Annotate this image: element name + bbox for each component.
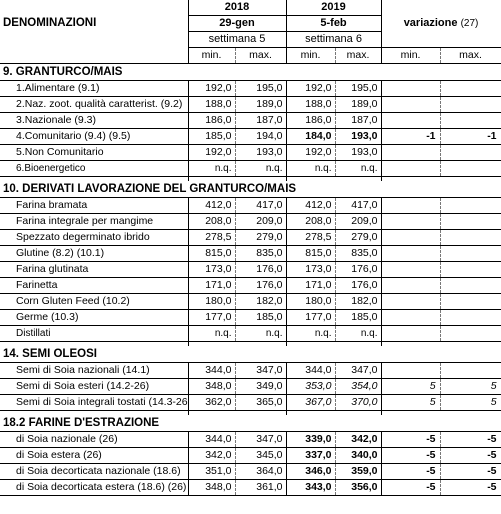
- max-2019: 835,0: [335, 246, 381, 262]
- min-2019: 188,0: [286, 97, 335, 113]
- max-2018: 182,0: [235, 294, 286, 310]
- max-2019: 347,0: [335, 363, 381, 379]
- variation-min: [381, 145, 440, 161]
- max-2019: 182,0: [335, 294, 381, 310]
- table-row: [0, 113, 501, 129]
- variazione-label: variazione: [403, 17, 458, 29]
- row-label: Semi di Soia integrali tostati (14.3-26: [0, 395, 188, 411]
- variation-max: [440, 81, 501, 97]
- row-label: di Soia nazionale (26): [0, 432, 188, 448]
- row-label: 2.Naz. zoot. qualità caratterist. (9.2): [0, 97, 188, 113]
- row-label: 4.Comunitario (9.4) (9.5): [0, 129, 188, 145]
- table-row: [0, 363, 501, 379]
- variation-min: -1: [381, 129, 440, 145]
- min-2019: 278,5: [286, 230, 335, 246]
- min-2018: 362,0: [188, 395, 235, 411]
- week-6-header: settimana 6: [286, 32, 381, 48]
- min-2019: 184,0: [286, 129, 335, 145]
- max-2019: 370,0: [335, 395, 381, 411]
- variation-max: -5: [440, 464, 501, 480]
- row-label: di Soia decorticata estera (18.6) (26): [0, 480, 188, 496]
- table-row: [0, 81, 501, 97]
- min-2018: 192,0: [188, 145, 235, 161]
- variation-min: [381, 310, 440, 326]
- variation-min: [381, 363, 440, 379]
- variation-min: -5: [381, 432, 440, 448]
- unit-max: max.: [440, 48, 501, 64]
- min-2018: n.q.: [188, 326, 235, 342]
- table-row: [0, 145, 501, 161]
- max-2018: 347,0: [235, 363, 286, 379]
- variation-max: [440, 230, 501, 246]
- min-2018: 186,0: [188, 113, 235, 129]
- min-2018: 171,0: [188, 278, 235, 294]
- variation-min: [381, 262, 440, 278]
- table-row: [0, 198, 501, 214]
- min-2019: 343,0: [286, 480, 335, 496]
- max-2018: 194,0: [235, 129, 286, 145]
- table-row: [0, 448, 501, 464]
- variation-min: [381, 198, 440, 214]
- section-title: 10. DERIVATI LAVORAZIONE DEL GRANTURCO/MAIS: [0, 181, 501, 198]
- min-2019: 171,0: [286, 278, 335, 294]
- table-row: [0, 379, 501, 395]
- variation-max: -5: [440, 448, 501, 464]
- max-2019: 340,0: [335, 448, 381, 464]
- variation-max: 5: [440, 395, 501, 411]
- variation-min: [381, 294, 440, 310]
- row-label: di Soia decorticata nazionale (18.6): [0, 464, 188, 480]
- max-2018: 195,0: [235, 81, 286, 97]
- max-2018: 345,0: [235, 448, 286, 464]
- variation-min: [381, 278, 440, 294]
- table-row: [0, 230, 501, 246]
- min-2019: 339,0: [286, 432, 335, 448]
- variation-min: [381, 326, 440, 342]
- min-2019: 353,0: [286, 379, 335, 395]
- min-2019: 344,0: [286, 363, 335, 379]
- date-29-gen-header: 29-gen: [188, 16, 286, 32]
- variation-max: [440, 363, 501, 379]
- table-row: [0, 246, 501, 262]
- year-2019-header: 2019: [286, 0, 381, 16]
- min-2019: 346,0: [286, 464, 335, 480]
- min-2018: 344,0: [188, 363, 235, 379]
- variation-max: [440, 246, 501, 262]
- max-2019: n.q.: [335, 161, 381, 177]
- max-2018: 176,0: [235, 262, 286, 278]
- variation-max: [440, 161, 501, 177]
- table-row: [0, 214, 501, 230]
- variation-max: [440, 310, 501, 326]
- row-label: 1.Alimentare (9.1): [0, 81, 188, 97]
- table-row: [0, 294, 501, 310]
- max-2019: 189,0: [335, 97, 381, 113]
- section-title: 18.2 FARINE D'ESTRAZIONE: [0, 415, 501, 432]
- max-2018: 279,0: [235, 230, 286, 246]
- max-2019: 354,0: [335, 379, 381, 395]
- variation-min: -5: [381, 464, 440, 480]
- max-2018: 187,0: [235, 113, 286, 129]
- min-2018: 412,0: [188, 198, 235, 214]
- variation-max: [440, 97, 501, 113]
- row-label: Corn Gluten Feed (10.2): [0, 294, 188, 310]
- min-2019: 208,0: [286, 214, 335, 230]
- row-label: Semi di Soia esteri (14.2-26): [0, 379, 188, 395]
- row-label: 5.Non Comunitario: [0, 145, 188, 161]
- year-2018-header: 2018: [188, 0, 286, 16]
- table-row: [0, 161, 501, 177]
- max-2018: 364,0: [235, 464, 286, 480]
- min-2018: n.q.: [188, 161, 235, 177]
- min-2019: 412,0: [286, 198, 335, 214]
- max-2019: 187,0: [335, 113, 381, 129]
- variation-min: 5: [381, 395, 440, 411]
- unit-min: min.: [286, 48, 335, 64]
- row-label: Farina bramata: [0, 198, 188, 214]
- min-2019: 337,0: [286, 448, 335, 464]
- min-2018: 208,0: [188, 214, 235, 230]
- variation-max: 5: [440, 379, 501, 395]
- max-2018: 349,0: [235, 379, 286, 395]
- variazione-header: [381, 16, 501, 32]
- max-2019: 185,0: [335, 310, 381, 326]
- max-2018: 185,0: [235, 310, 286, 326]
- max-2019: 342,0: [335, 432, 381, 448]
- max-2018: 365,0: [235, 395, 286, 411]
- date-5-feb-header: 5-feb: [286, 16, 381, 32]
- variation-max: -1: [440, 129, 501, 145]
- variation-min: [381, 161, 440, 177]
- row-label: Farina integrale per mangime: [0, 214, 188, 230]
- min-2018: 815,0: [188, 246, 235, 262]
- min-2019: 815,0: [286, 246, 335, 262]
- table-row: [0, 432, 501, 448]
- max-2018: 209,0: [235, 214, 286, 230]
- min-2018: 173,0: [188, 262, 235, 278]
- min-2018: 348,0: [188, 379, 235, 395]
- row-label: Semi di Soia nazionali (14.1): [0, 363, 188, 379]
- min-2019: 180,0: [286, 294, 335, 310]
- variation-min: [381, 97, 440, 113]
- variation-max: [440, 326, 501, 342]
- row-label: Spezzato degerminato ibrido: [0, 230, 188, 246]
- min-2019: n.q.: [286, 161, 335, 177]
- max-2019: 193,0: [335, 129, 381, 145]
- row-label: 3.Nazionale (9.3): [0, 113, 188, 129]
- table-row: [0, 395, 501, 411]
- min-2018: 344,0: [188, 432, 235, 448]
- table-row: [0, 97, 501, 113]
- variation-min: [381, 246, 440, 262]
- table-row: [0, 262, 501, 278]
- max-2019: 279,0: [335, 230, 381, 246]
- variation-max: -5: [440, 480, 501, 496]
- variation-max: [440, 113, 501, 129]
- table-row: [0, 326, 501, 342]
- table-row: [0, 129, 501, 145]
- min-2018: 185,0: [188, 129, 235, 145]
- section-title: 14. SEMI OLEOSI: [0, 346, 501, 363]
- max-2018: 417,0: [235, 198, 286, 214]
- variation-min: 5: [381, 379, 440, 395]
- max-2018: 361,0: [235, 480, 286, 496]
- variation-max: [440, 198, 501, 214]
- max-2018: n.q.: [235, 326, 286, 342]
- denominazioni-header: DENOMINAZIONI: [3, 17, 97, 30]
- row-label: di Soia estera (26): [0, 448, 188, 464]
- variation-max: [440, 294, 501, 310]
- min-2018: 180,0: [188, 294, 235, 310]
- table-row: [0, 310, 501, 326]
- variation-min: -5: [381, 448, 440, 464]
- variation-max: [440, 278, 501, 294]
- row-label: Glutine (8.2) (10.1): [0, 246, 188, 262]
- min-2019: 367,0: [286, 395, 335, 411]
- variation-min: [381, 113, 440, 129]
- table-row: [0, 278, 501, 294]
- max-2018: 176,0: [235, 278, 286, 294]
- min-2019: 186,0: [286, 113, 335, 129]
- max-2018: 193,0: [235, 145, 286, 161]
- week-5-header: settimana 5: [188, 32, 286, 48]
- max-2018: 189,0: [235, 97, 286, 113]
- min-2018: 177,0: [188, 310, 235, 326]
- variation-min: -5: [381, 480, 440, 496]
- max-2019: 193,0: [335, 145, 381, 161]
- min-2019: n.q.: [286, 326, 335, 342]
- section-title: 9. GRANTURCO/MAIS: [0, 64, 501, 81]
- row-label: Germe (10.3): [0, 310, 188, 326]
- max-2019: 359,0: [335, 464, 381, 480]
- min-2018: 342,0: [188, 448, 235, 464]
- unit-min: min.: [381, 48, 440, 64]
- min-2019: 173,0: [286, 262, 335, 278]
- row-label: Distillati: [0, 326, 188, 342]
- min-2018: 188,0: [188, 97, 235, 113]
- min-2019: 192,0: [286, 145, 335, 161]
- max-2018: 347,0: [235, 432, 286, 448]
- variazione-note: (27): [460, 18, 479, 29]
- row-label: 6.Bioenergetico: [0, 161, 188, 177]
- row-label: Farina glutinata: [0, 262, 188, 278]
- max-2019: n.q.: [335, 326, 381, 342]
- row-label: Farinetta: [0, 278, 188, 294]
- variation-max: [440, 214, 501, 230]
- max-2019: 356,0: [335, 480, 381, 496]
- min-2018: 351,0: [188, 464, 235, 480]
- min-2018: 278,5: [188, 230, 235, 246]
- min-2019: 177,0: [286, 310, 335, 326]
- max-2018: n.q.: [235, 161, 286, 177]
- max-2019: 195,0: [335, 81, 381, 97]
- variation-min: [381, 81, 440, 97]
- table-row: [0, 480, 501, 496]
- unit-max: max.: [335, 48, 381, 64]
- min-2019: 192,0: [286, 81, 335, 97]
- max-2019: 209,0: [335, 214, 381, 230]
- variation-min: [381, 230, 440, 246]
- min-2018: 348,0: [188, 480, 235, 496]
- variation-min: [381, 214, 440, 230]
- max-2019: 176,0: [335, 278, 381, 294]
- variation-max: [440, 262, 501, 278]
- variation-max: -5: [440, 432, 501, 448]
- max-2018: 835,0: [235, 246, 286, 262]
- unit-max: max.: [235, 48, 286, 64]
- table-row: [0, 464, 501, 480]
- unit-min: min.: [188, 48, 235, 64]
- variation-max: [440, 145, 501, 161]
- max-2019: 417,0: [335, 198, 381, 214]
- min-2018: 192,0: [188, 81, 235, 97]
- max-2019: 176,0: [335, 262, 381, 278]
